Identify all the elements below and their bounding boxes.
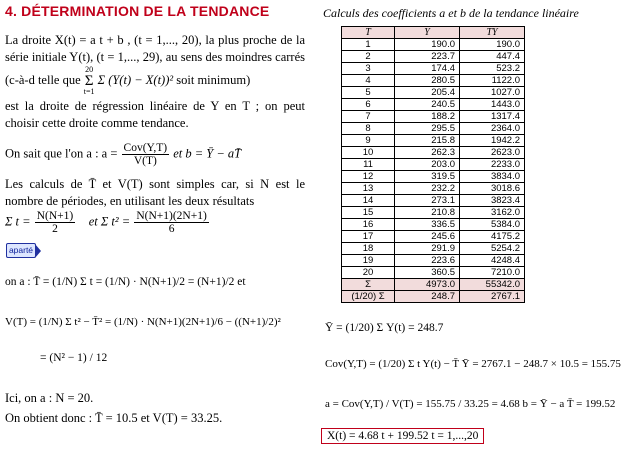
table-row [342, 183, 525, 195]
formula-y-mean: Ȳ = (1/20) Σ Y(t) = 248.7 [325, 322, 444, 334]
cell-ty: 1317.4 [460, 111, 525, 123]
cell-ty: 1443.0 [460, 99, 525, 111]
table-row [342, 255, 525, 267]
cell-ty: 447.4 [460, 51, 525, 63]
cell-ty: 3823.4 [460, 195, 525, 207]
sum-bottom: t=1 [83, 87, 95, 96]
cell-t: 8 [342, 123, 395, 135]
cell-ty: 2364.0 [460, 123, 525, 135]
cell-y: 336.5 [395, 219, 460, 231]
table-row [342, 111, 525, 123]
table-row [342, 63, 525, 75]
table-row [342, 123, 525, 135]
cell-t: 9 [342, 135, 395, 147]
table-row [342, 159, 525, 171]
table-row [342, 75, 525, 87]
sum-ty: 55342.0 [460, 279, 525, 291]
header-t: T [342, 27, 395, 39]
cell-t: 10 [342, 147, 395, 159]
cell-t: 15 [342, 207, 395, 219]
cell-ty: 3018.6 [460, 183, 525, 195]
cell-ty: 4248.4 [460, 255, 525, 267]
cell-t: 1 [342, 39, 395, 51]
sum-top: 20 [85, 65, 94, 74]
section-title: 4. DÉTERMINATION DE LA TENDANCE [5, 3, 270, 19]
table-row [342, 195, 525, 207]
cell-y: 319.5 [395, 171, 460, 183]
cell-y: 188.2 [395, 111, 460, 123]
cell-y: 273.1 [395, 195, 460, 207]
cell-t: 16 [342, 219, 395, 231]
cell-y: 205.4 [395, 87, 460, 99]
cell-ty: 1122.0 [460, 75, 525, 87]
mean-ty: 2767.1 [460, 291, 525, 303]
paragraph-definition [5, 32, 305, 96]
formula-t-mean: on a : T̄ = (1/N) Σ t = (1/N) · N(N+1)/2 = (N+1)/2 et [5, 276, 246, 288]
header-y: Y [395, 27, 460, 39]
cell-ty: 1942.2 [460, 135, 525, 147]
fraction-den: 6 [168, 223, 175, 235]
cell-t: 17 [342, 231, 395, 243]
cell-y: 203.0 [395, 159, 460, 171]
sum-t2-label: et Σ t² = [88, 214, 131, 229]
fraction-num: Cov(Y,T) [123, 142, 168, 154]
cell-t: 14 [342, 195, 395, 207]
fraction-num: N(N+1) [36, 210, 74, 222]
table-row [342, 171, 525, 183]
cell-ty: 2623.0 [460, 147, 525, 159]
cell-t: 11 [342, 159, 395, 171]
table-row [342, 267, 525, 279]
table-sum-row [342, 279, 525, 291]
fraction-sum-t [35, 210, 76, 235]
table-body [342, 39, 525, 279]
fraction-sum-t2 [134, 210, 208, 235]
cell-t: 3 [342, 63, 395, 75]
cell-ty: 3162.0 [460, 207, 525, 219]
mean-y: 248.7 [395, 291, 460, 303]
cell-ty: 5384.0 [460, 219, 525, 231]
formula-variance-result: = (N² − 1) / 12 [40, 352, 108, 364]
cell-t: 7 [342, 111, 395, 123]
cell-t: 20 [342, 267, 395, 279]
fraction-den: V(T) [133, 155, 157, 167]
table-heading: Calculs des coefficients a et b de la tendance linéaire [323, 6, 579, 20]
sum-symbol: 20 Σ t=1 [83, 65, 95, 96]
result-box: X(t) = 4.68 t + 199.52 t = 1,...,20 [321, 428, 484, 444]
table-row [342, 147, 525, 159]
table-row [342, 51, 525, 63]
data-table [341, 26, 525, 303]
formula-variance: V(T) = (1/N) Σ t² − T̄² = (1/N) · N(N+1)(2N+1)/6 − ((N+1)/2)² [5, 316, 281, 328]
fraction-cov-v [122, 142, 170, 167]
paragraph-calculations: Les calculs de T̄ et V(T) sont simples car, si N est le nombre de périodes, en utilisant les deux résultats [5, 177, 305, 208]
header-ty: TY [460, 27, 525, 39]
cell-t: 12 [342, 171, 395, 183]
fraction-den: 2 [52, 223, 58, 235]
aparte-button[interactable]: aparté [6, 243, 36, 258]
formula-a-b [5, 142, 305, 167]
formula-b: et b = Ȳ − aT̄ [173, 146, 242, 161]
cell-t: 2 [342, 51, 395, 63]
table-row [342, 87, 525, 99]
fraction-num: N(N+1)(2N+1) [136, 210, 207, 222]
cell-ty: 5254.2 [460, 243, 525, 255]
cell-y: 215.8 [395, 135, 460, 147]
paragraph-definition-end: soit minimum) [176, 72, 251, 87]
paragraph-regression: est la droite de régression linéaire de Y en T ; on peut choisir cette droite comme tendance. [5, 99, 305, 130]
cell-ty: 523.2 [460, 63, 525, 75]
cell-t: 6 [342, 99, 395, 111]
formula-a-lead: On sait que l'on a : a = [5, 146, 118, 161]
cell-ty: 7210.0 [460, 267, 525, 279]
cell-t: 18 [342, 243, 395, 255]
formula-cov: Cov(Y,T) = (1/20) Σ t Y(t) − T̄ Ȳ = 2767.1 − 248.7 × 10.5 = 155.75 [325, 358, 621, 370]
table-header-row [342, 27, 525, 39]
cell-ty: 190.0 [460, 39, 525, 51]
table-row [342, 135, 525, 147]
formula-sums [5, 210, 305, 235]
cell-y: 240.5 [395, 99, 460, 111]
cell-ty: 3834.0 [460, 171, 525, 183]
cell-y: 245.6 [395, 231, 460, 243]
cell-y: 262.3 [395, 147, 460, 159]
cell-t: 13 [342, 183, 395, 195]
paragraph-n-value: Ici, on a : N = 20. [5, 391, 94, 405]
cell-y: 190.0 [395, 39, 460, 51]
paragraph-result: On obtient donc : T̄ = 10.5 et V(T) = 33.25. [5, 411, 223, 425]
cell-y: 210.8 [395, 207, 460, 219]
cell-t: 19 [342, 255, 395, 267]
sum-label: Σ [342, 279, 395, 291]
table-row [342, 243, 525, 255]
table-row [342, 207, 525, 219]
table-row [342, 231, 525, 243]
cell-y: 291.9 [395, 243, 460, 255]
table-row [342, 99, 525, 111]
cell-y: 280.5 [395, 75, 460, 87]
formula-coefficients: a = Cov(Y,T) / V(T) = 155.75 / 33.25 = 4.68 b = Ȳ − a T̄ = 199.52 [325, 398, 616, 410]
cell-y: 232.2 [395, 183, 460, 195]
sum-expression: Σ (Y(t) − X(t))² [97, 72, 174, 87]
cell-y: 223.6 [395, 255, 460, 267]
cell-y: 174.4 [395, 63, 460, 75]
sum-y: 4973.0 [395, 279, 460, 291]
table-mean-row [342, 291, 525, 303]
cell-t: 5 [342, 87, 395, 99]
cell-ty: 1027.0 [460, 87, 525, 99]
cell-ty: 2233.0 [460, 159, 525, 171]
sum-t-label: Σ t = [5, 214, 31, 229]
cell-y: 223.7 [395, 51, 460, 63]
cell-y: 360.5 [395, 267, 460, 279]
cell-ty: 4175.2 [460, 231, 525, 243]
table-row [342, 39, 525, 51]
table-row [342, 219, 525, 231]
mean-label: (1/20) Σ [342, 291, 395, 303]
paragraph-definition-text: La droite X(t) = a t + b , (t = 1,..., 20), la plus proche de la série initiale Y(t), (t = 1,..., 29), au sens des moindres carrés (c-à-d telle que [5, 33, 305, 87]
cell-y: 295.5 [395, 123, 460, 135]
cell-t: 4 [342, 75, 395, 87]
